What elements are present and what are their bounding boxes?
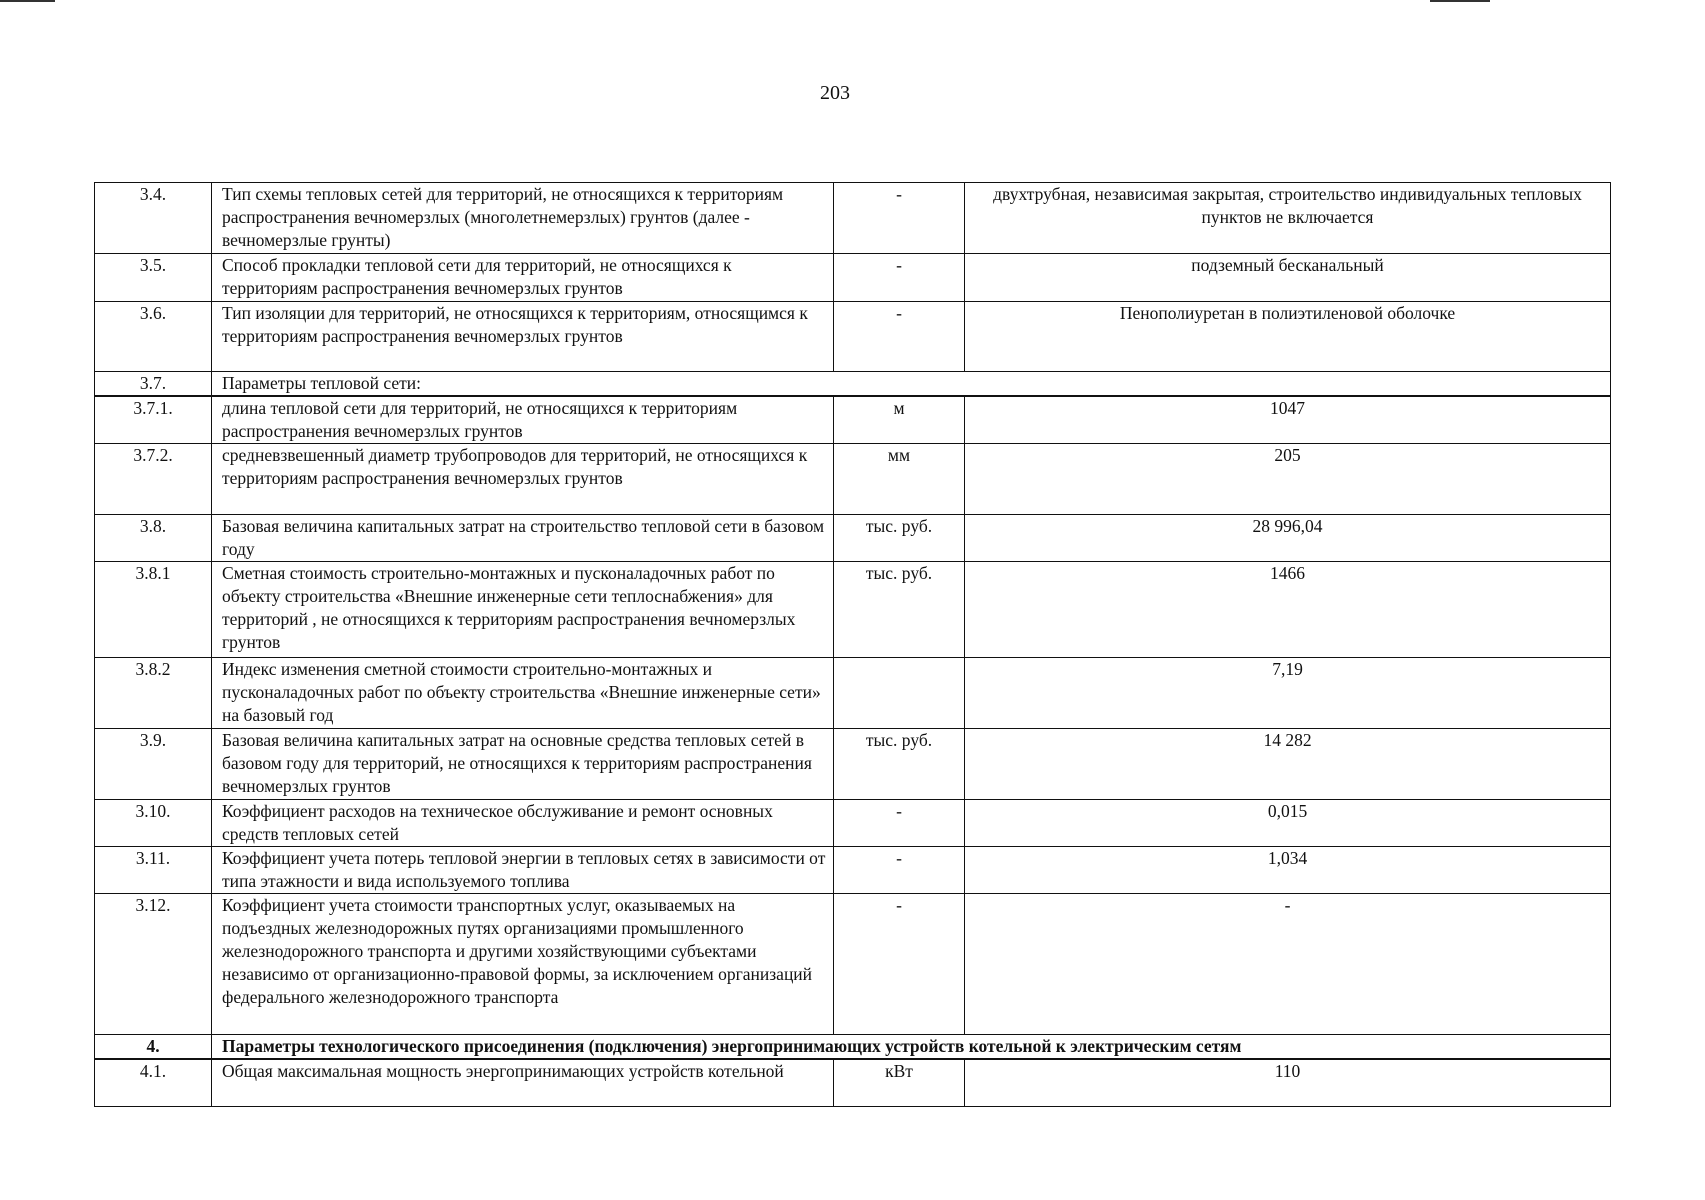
row-value: двухтрубная, независимая закрытая, строительство индивидуальных тепловых пунктов не включается: [965, 183, 1611, 254]
row-unit: -: [834, 894, 965, 1035]
row-value: 1466: [965, 562, 1611, 658]
table-row-3-8-1: [95, 562, 1611, 658]
row-unit: тыс. руб.: [834, 515, 965, 562]
table-row-3-8: [95, 515, 1611, 562]
row-description: Параметры тепловой сети:: [212, 372, 1611, 397]
row-value: 0,015: [965, 800, 1611, 847]
row-number: 3.4.: [95, 183, 212, 254]
row-description: Базовая величина капитальных затрат на строительство тепловой сети в базовом году: [212, 515, 834, 562]
table-row-3-11: [95, 847, 1611, 894]
table-row-3-12: [95, 894, 1611, 1035]
row-value: 1047: [965, 396, 1611, 444]
row-number: 3.8.1: [95, 562, 212, 658]
table-row-3-7-1: [95, 396, 1611, 444]
scan-edge-mark-right: [1430, 0, 1490, 2]
row-number: 3.7.2.: [95, 444, 212, 515]
page-number: 203: [820, 82, 850, 104]
row-unit: кВт: [834, 1059, 965, 1106]
row-unit: -: [834, 254, 965, 302]
row-description: Тип схемы тепловых сетей для территорий, не относящихся к территориям распространения вечномерзлых (многолетнемерзлых) грунтов (далее - вечномерзлые грунты): [212, 183, 834, 254]
row-description: Коэффициент учета потерь тепловой энергии в тепловых сетях в зависимости от типа этажности и вида используемого топлива: [212, 847, 834, 894]
row-description: Коэффициент расходов на техническое обслуживание и ремонт основных средств тепловых сетей: [212, 800, 834, 847]
row-description: Тип изоляции для территорий, не относящихся к территориям, относящимся к территориям распространения вечномерзлых грунтов: [212, 302, 834, 372]
row-unit: [834, 658, 965, 729]
row-description: Индекс изменения сметной стоимости строительно-монтажных и пусконаладочных работ по объекту строительства «Внешние инженерные сети» на базовый год: [212, 658, 834, 729]
row-number: 3.8.: [95, 515, 212, 562]
row-value: 110: [965, 1059, 1611, 1106]
row-number: 3.11.: [95, 847, 212, 894]
row-description: Базовая величина капитальных затрат на основные средства тепловых сетей в базовом году для территорий, не относящихся к территориям распространения вечномерзлых грунтов: [212, 729, 834, 800]
row-number: 3.7.1.: [95, 396, 212, 444]
row-unit: мм: [834, 444, 965, 515]
row-unit: тыс. руб.: [834, 729, 965, 800]
row-description: Способ прокладки тепловой сети для территорий, не относящихся к территориям распространения вечномерзлых грунтов: [212, 254, 834, 302]
section-number: 4.: [95, 1035, 212, 1060]
row-value: 28 996,04: [965, 515, 1611, 562]
parameters-table: [94, 182, 1611, 1107]
parameters-table-container: [94, 182, 1610, 1107]
row-unit: -: [834, 847, 965, 894]
table-row-3-5: [95, 254, 1611, 302]
table-row-3-8-2: [95, 658, 1611, 729]
row-value: 1,034: [965, 847, 1611, 894]
row-description: длина тепловой сети для территорий, не относящихся к территориям распространения вечномерзлых грунтов: [212, 396, 834, 444]
row-unit: м: [834, 396, 965, 444]
table-row-section-4: [95, 1035, 1611, 1060]
row-number: 3.12.: [95, 894, 212, 1035]
row-description: средневзвешенный диаметр трубопроводов для территорий, не относящихся к территориям распространения вечномерзлых грунтов: [212, 444, 834, 515]
row-unit: -: [834, 800, 965, 847]
section-title: Параметры технологического присоединения (подключения) энергопринимающих устройств котельной к электрическим сетям: [212, 1035, 1611, 1060]
row-unit: тыс. руб.: [834, 562, 965, 658]
row-description: Общая максимальная мощность энергопринимающих устройств котельной: [212, 1059, 834, 1106]
table-row-3-9: [95, 729, 1611, 800]
row-unit: -: [834, 302, 965, 372]
row-unit: -: [834, 183, 965, 254]
row-value: Пенополиуретан в полиэтиленовой оболочке: [965, 302, 1611, 372]
row-number: 4.1.: [95, 1059, 212, 1106]
row-number: 3.7.: [95, 372, 212, 397]
table-row-3-7-2: [95, 444, 1611, 515]
table-row-3-4: [95, 183, 1611, 254]
row-number: 3.10.: [95, 800, 212, 847]
row-number: 3.5.: [95, 254, 212, 302]
row-number: 3.8.2: [95, 658, 212, 729]
row-number: 3.9.: [95, 729, 212, 800]
row-number: 3.6.: [95, 302, 212, 372]
row-value: -: [965, 894, 1611, 1035]
table-row-3-6: [95, 302, 1611, 372]
row-value: 14 282: [965, 729, 1611, 800]
scan-edge-mark-left: [0, 0, 55, 2]
row-description: Сметная стоимость строительно-монтажных и пусконаладочных работ по объекту строительства «Внешние инженерные сети теплоснабжения» для территорий , не относящихся к территориям распространения вечномерзлых грунтов: [212, 562, 834, 658]
row-value: подземный бесканальный: [965, 254, 1611, 302]
table-row-4-1: [95, 1059, 1611, 1106]
table-row-3-10: [95, 800, 1611, 847]
table-row-3-7: [95, 372, 1611, 397]
row-description: Коэффициент учета стоимости транспортных услуг, оказываемых на подъездных железнодорожных путях организациями промышленного железнодорожного транспорта и другими хозяйствующими субъектами независимо от организационно-правовой формы, за исключением организаций федерального железнодорожного транспорта: [212, 894, 834, 1035]
row-value: 7,19: [965, 658, 1611, 729]
row-value: 205: [965, 444, 1611, 515]
